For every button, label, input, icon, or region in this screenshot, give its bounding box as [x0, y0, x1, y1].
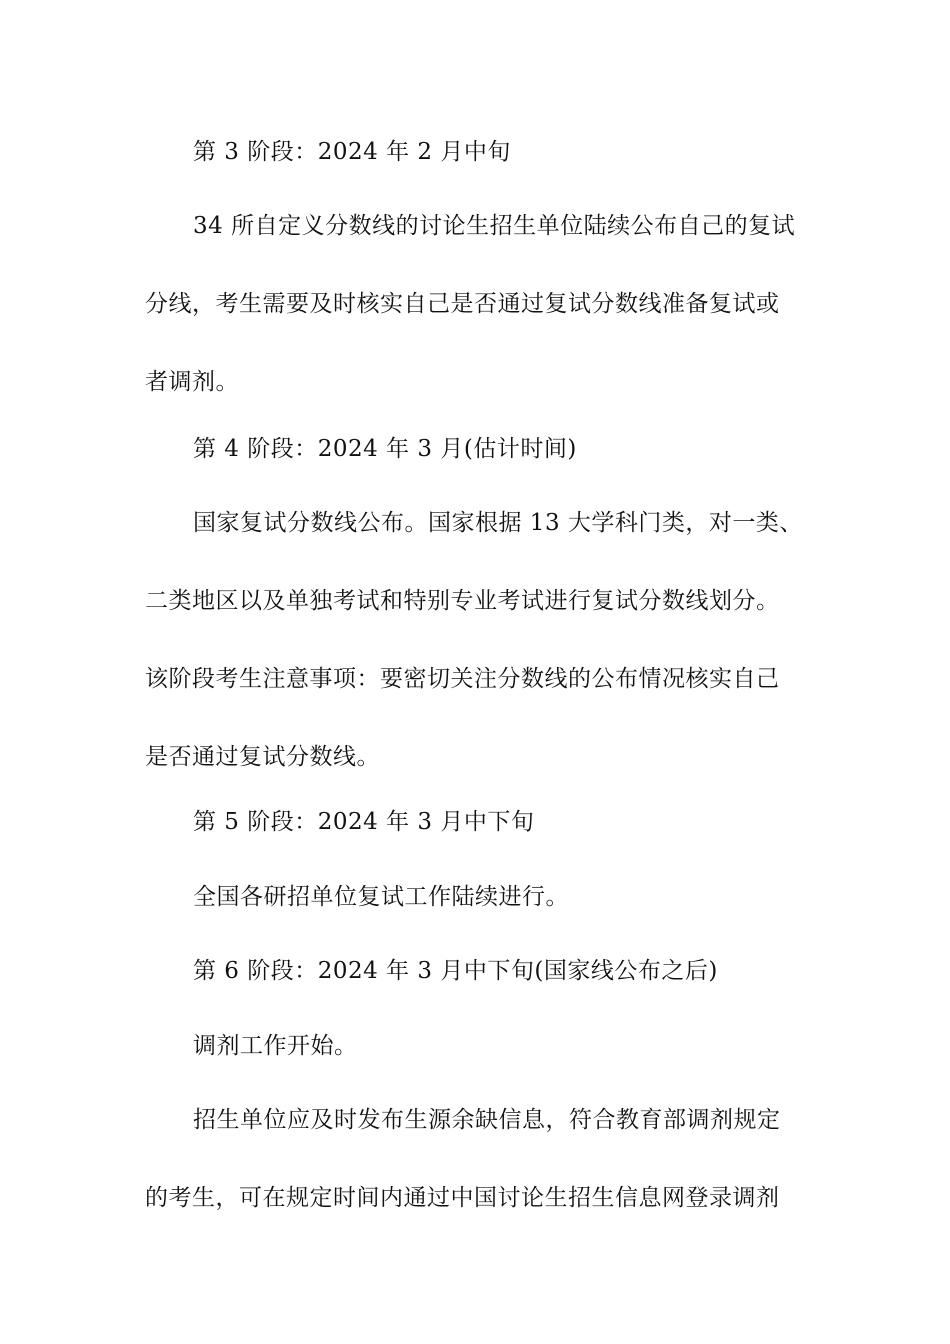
- text-line: 二类地区以及单独考试和特别专业考试进行复试分数线划分。: [145, 588, 780, 614]
- paragraph-stage-4-body: [145, 484, 810, 796]
- text-line: 国家复试分数线公布。国家根据 13 大学科门类，对一类、: [193, 510, 803, 536]
- paragraph-stage-6-body: [145, 1007, 810, 1085]
- text-line: 招生单位应及时发布生源余缺信息，符合教育部调剂规定: [193, 1107, 781, 1133]
- paragraph-stage-3-body: [145, 187, 810, 421]
- paragraph-stage-5-heading: [145, 783, 810, 861]
- text-line: 全国各研招单位复试工作陆续进行。: [193, 884, 569, 910]
- paragraph-adjustment-info: [145, 1081, 810, 1237]
- text-line: 调剂工作开始。: [193, 1033, 358, 1059]
- text-line: 34 所自定义分数线的讨论生招生单位陆续公布自己的复试: [193, 213, 796, 239]
- paragraph-stage-6-heading: [145, 932, 810, 1010]
- text-line: 分线，考生需要及时核实自己是否通过复试分数线准备复试或: [145, 291, 780, 317]
- text-line: 的考生，可在规定时间内通过中国讨论生招生信息网登录调剂: [145, 1185, 780, 1211]
- paragraph-stage-3-heading: [145, 113, 810, 191]
- text-line: 第 4 阶段：2024 年 3 月(估计时间): [193, 436, 577, 462]
- text-line: 该阶段考生注意事项：要密切关注分数线的公布情况核实自己: [145, 666, 780, 692]
- text-line: 第 6 阶段：2024 年 3 月中下旬(国家线公布之后): [193, 958, 718, 984]
- paragraph-stage-4-heading: [145, 410, 810, 488]
- text-line: 第 3 阶段：2024 年 2 月中旬: [193, 139, 511, 165]
- text-line: 第 5 阶段：2024 年 3 月中下旬: [193, 809, 535, 835]
- text-line: 是否通过复试分数线。: [145, 744, 380, 770]
- text-line: 者调剂。: [145, 369, 239, 395]
- paragraph-stage-5-body: [145, 858, 810, 936]
